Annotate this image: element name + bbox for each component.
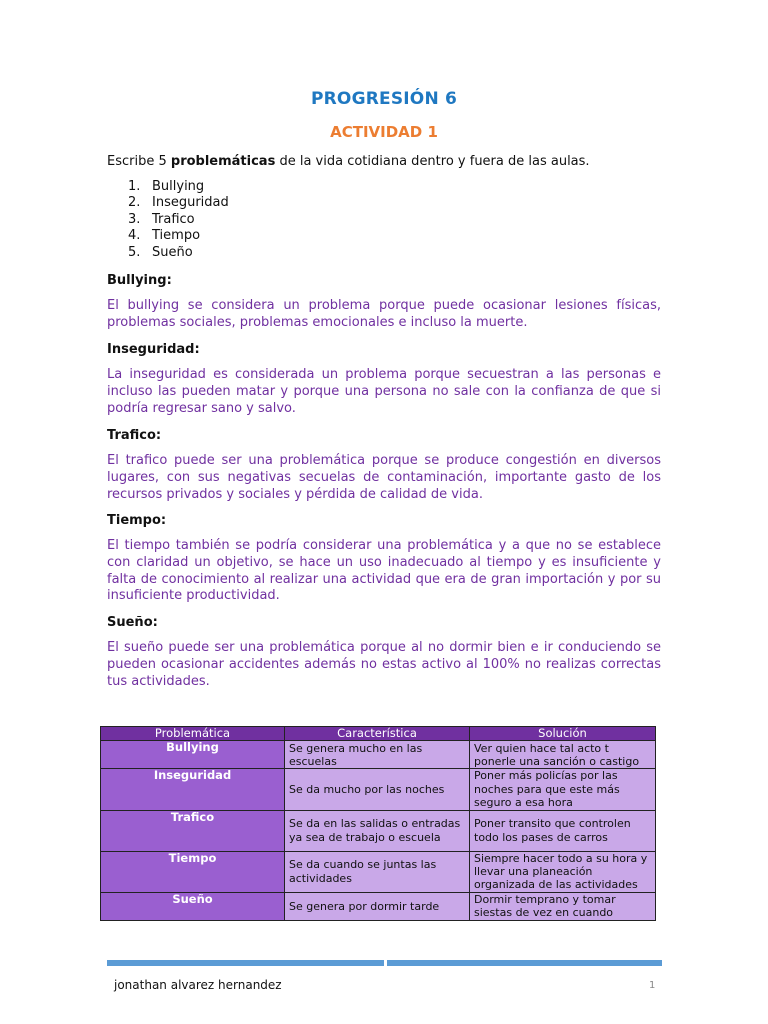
list-item [128,195,229,211]
section-heading: Sueño: [107,615,158,630]
section-trafico [107,427,661,503]
list-item [128,212,229,228]
table-row [101,851,656,892]
list-number: 1. [128,179,141,194]
problems-table [100,726,656,921]
problem-cell: Trafico [101,810,285,851]
section-text: El tiempo también se podría considerar una problemática y a que no se establece con claridad un objetivo, se hace un uso inadecuado al tiempo y es insuficiente y falta de conocimiento al realizar una actividad que era de gran importación y por su insuficiente productividad. [107,538,661,604]
footer-bar-right [387,960,662,966]
section-heading: Bullying: [107,273,172,288]
table-row [101,810,656,851]
column-header: Problemática [101,727,285,741]
list-item [128,228,229,244]
feature-cell: Se da mucho por las noches [285,769,470,810]
solution-cell: Ver quien hace tal acto t ponerle una sanción o castigo [470,741,656,769]
list-number: 2. [128,195,141,211]
list-text: Trafico [152,211,195,227]
section-tiempo [107,512,661,605]
intro-text-bold: problemáticas [170,154,276,169]
list-text: Bullying [152,179,205,194]
column-header: Característica [285,727,470,741]
section-inseguridad [107,341,661,417]
feature-cell: Se genera por dormir tarde [285,892,470,920]
list-text: Sueño [152,244,193,260]
solution-cell: Siempre hacer todo a su hora y llevar una planeación organizada de las actividades [470,851,656,892]
table-header-row [101,727,656,741]
problem-cell: Bullying [101,741,285,769]
problem-cell: Inseguridad [101,769,285,810]
section-heading: Inseguridad: [107,342,200,357]
solution-cell: Poner más policías por las noches para que este más seguro a esa hora [470,769,656,810]
feature-cell: Se da en las salidas o entradas ya sea de trabajo o escuela [285,810,470,851]
section-bullying [107,272,661,332]
intro-text-before: Escribe 5 [107,154,171,169]
intro-paragraph [107,153,667,170]
footer-bar-left [107,960,384,966]
activity-subtitle: ACTIVIDAD 1 [330,123,438,141]
list-text: Tiempo [152,228,201,244]
solution-cell: Dormir temprano y tomar siestas de vez en cuando [470,892,656,920]
page-title: PROGRESIÓN 6 [310,89,458,109]
section-heading: Trafico: [107,428,162,443]
table-row [101,769,656,810]
solution-cell: Poner transito que controlen todo los pases de carros [470,810,656,851]
list-number: 5. [128,244,141,260]
problem-cell: Tiempo [101,851,285,892]
problem-cell: Sueño [101,892,285,920]
list-text: Inseguridad [152,195,229,211]
page-number: 1 [649,980,656,991]
section-text: La inseguridad es considerada un problema porque secuestran a las personas e incluso las pueden matar y porque una persona no sale con la confianza de que si podría regresar sano y salvo. [107,367,661,416]
table-row [101,892,656,920]
list-number: 4. [128,228,141,244]
section-text: El sueño puede ser una problemática porque al no dormir bien e ir conduciendo se pueden ocasionar accidentes además no estas activo al 100% no realizas correctas tus actividades. [107,640,661,689]
intro-text-after: de la vida cotidiana dentro y fuera de las aulas. [275,154,590,169]
section-heading: Tiempo: [107,513,167,528]
section-text: El bullying se considera un problema porque puede ocasionar lesiones físicas, problemas sociales, problemas emocionales e incluso la muerte. [107,298,661,330]
list-item [128,245,229,261]
table-row [101,741,656,769]
problem-list [128,179,229,261]
column-header: Solución [470,727,656,741]
feature-cell: Se da cuando se juntas las actividades [285,851,470,892]
list-number: 3. [128,211,141,227]
section-sueno [107,614,661,690]
list-item [128,179,229,195]
feature-cell: Se genera mucho en las escuelas [285,741,470,769]
section-text: El trafico puede ser una problemática porque se produce congestión en diversos lugares, con sus negativas secuelas de contaminación, importante gasto de los recursos privados y sociales y pérdida de calidad de vida. [107,453,661,502]
footer-author: jonathan alvarez hernandez [114,978,282,992]
